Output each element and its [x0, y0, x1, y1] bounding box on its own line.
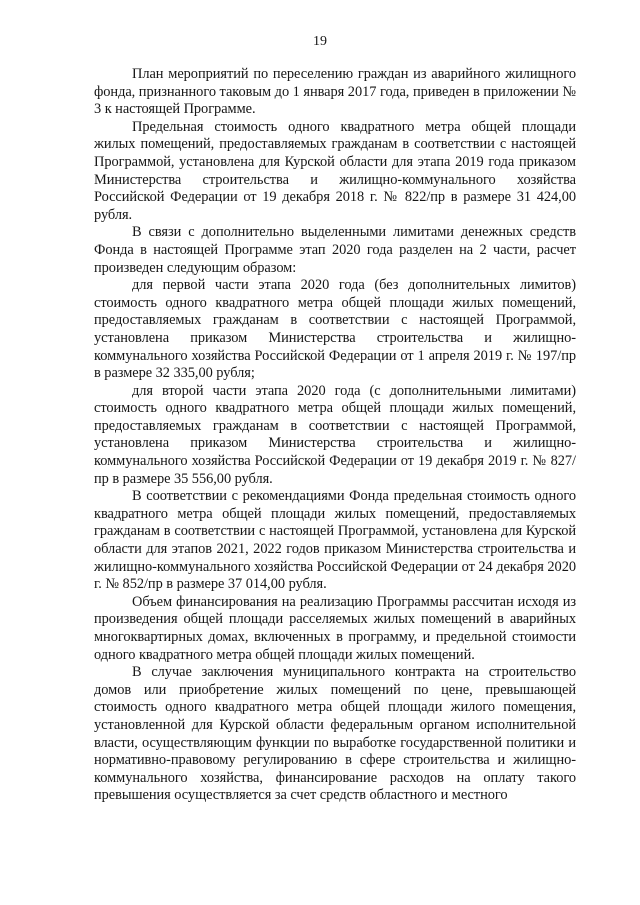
page-number: 19 — [313, 34, 327, 49]
paragraph-financing-volume: Объем финансирования на реализацию Программы рассчитан исходя из произведения общей площади расселяемых жилых помещений в аварийных многоквартирных домах, включенных в программу, и предельной стоимости одного квадратного метра общей площади жилых помещений. — [94, 593, 576, 663]
paragraph-contract-excess: В случае заключения муниципального контракта на строительство домов или приобретение жилых помещений по цене, превышающей стоимость одного квадратного метра общей площади жилого помещения, установленной для Курской области федеральным органом исполнительной власти, осуществляющим функции по выработке государственной политики и нормативно-правовому регулированию в сфере строительства и жилищно-коммунального хозяйства, финансирование расходов на оплату такого превышения осуществляется за счет средств областного и местного — [94, 664, 576, 804]
paragraph-2020-split: В связи с дополнительно выделенными лимитами денежных средств Фонда в настоящей Программе этап 2020 года разделен на 2 части, расчет произведен следующим образом: — [94, 224, 576, 276]
paragraph-max-cost-2021-2022: В соответствии с рекомендациями Фонда предельная стоимость одного квадратного метра общей площади жилых помещений, предоставляемых гражданам в соответствии с настоящей Программой, установлена для Курской области для этапов 2021, 2022 годов приказом Министерства строительства и жилищно-коммунального хозяйства Российской Федерации от 24 декабря 2020 г. № 852/пр в размере 37 014,00 рубля. — [94, 488, 576, 593]
paragraph-2020-part-one: для первой части этапа 2020 года (без дополнительных лимитов) стоимость одного квадратного метра общей площади жилых помещений, предоставляемых гражданам в соответствии с настоящей Программой, установлена приказом Министерства строительства и жилищно-коммунального хозяйства Российской Федерации от 1 апреля 2019 г. № 197/пр в размере 32 335,00 рубля; — [94, 277, 576, 382]
paragraph-max-cost-2019: Предельная стоимость одного квадратного метра общей площади жилых помещений, предоставляемых гражданам в соответствии с настоящей Программой, установлена для Курской области для этапа 2019 года приказом Министерства строительства и жилищно-коммунального хозяйства Российской Федерации от 19 декабря 2018 г. № 822/пр в размере 31 424,00 рубля. — [94, 118, 576, 223]
document-body — [94, 66, 576, 805]
paragraph-relocation-plan: План мероприятий по переселению граждан из аварийного жилищного фонда, признанного таковым до 1 января 2017 года, приведен в приложении № 3 к настоящей Программе. — [94, 66, 576, 118]
paragraph-2020-part-two: для второй части этапа 2020 года (с дополнительными лимитами) стоимость одного квадратного метра общей площади жилых помещений, предоставляемых гражданам в соответствии с настоящей Программой, установлена приказом Министерства строительства и жилищно-коммунального хозяйства Российской Федерации от 19 декабря 2019 г. № 827/пр в размере 35 556,00 рубля. — [94, 382, 576, 487]
